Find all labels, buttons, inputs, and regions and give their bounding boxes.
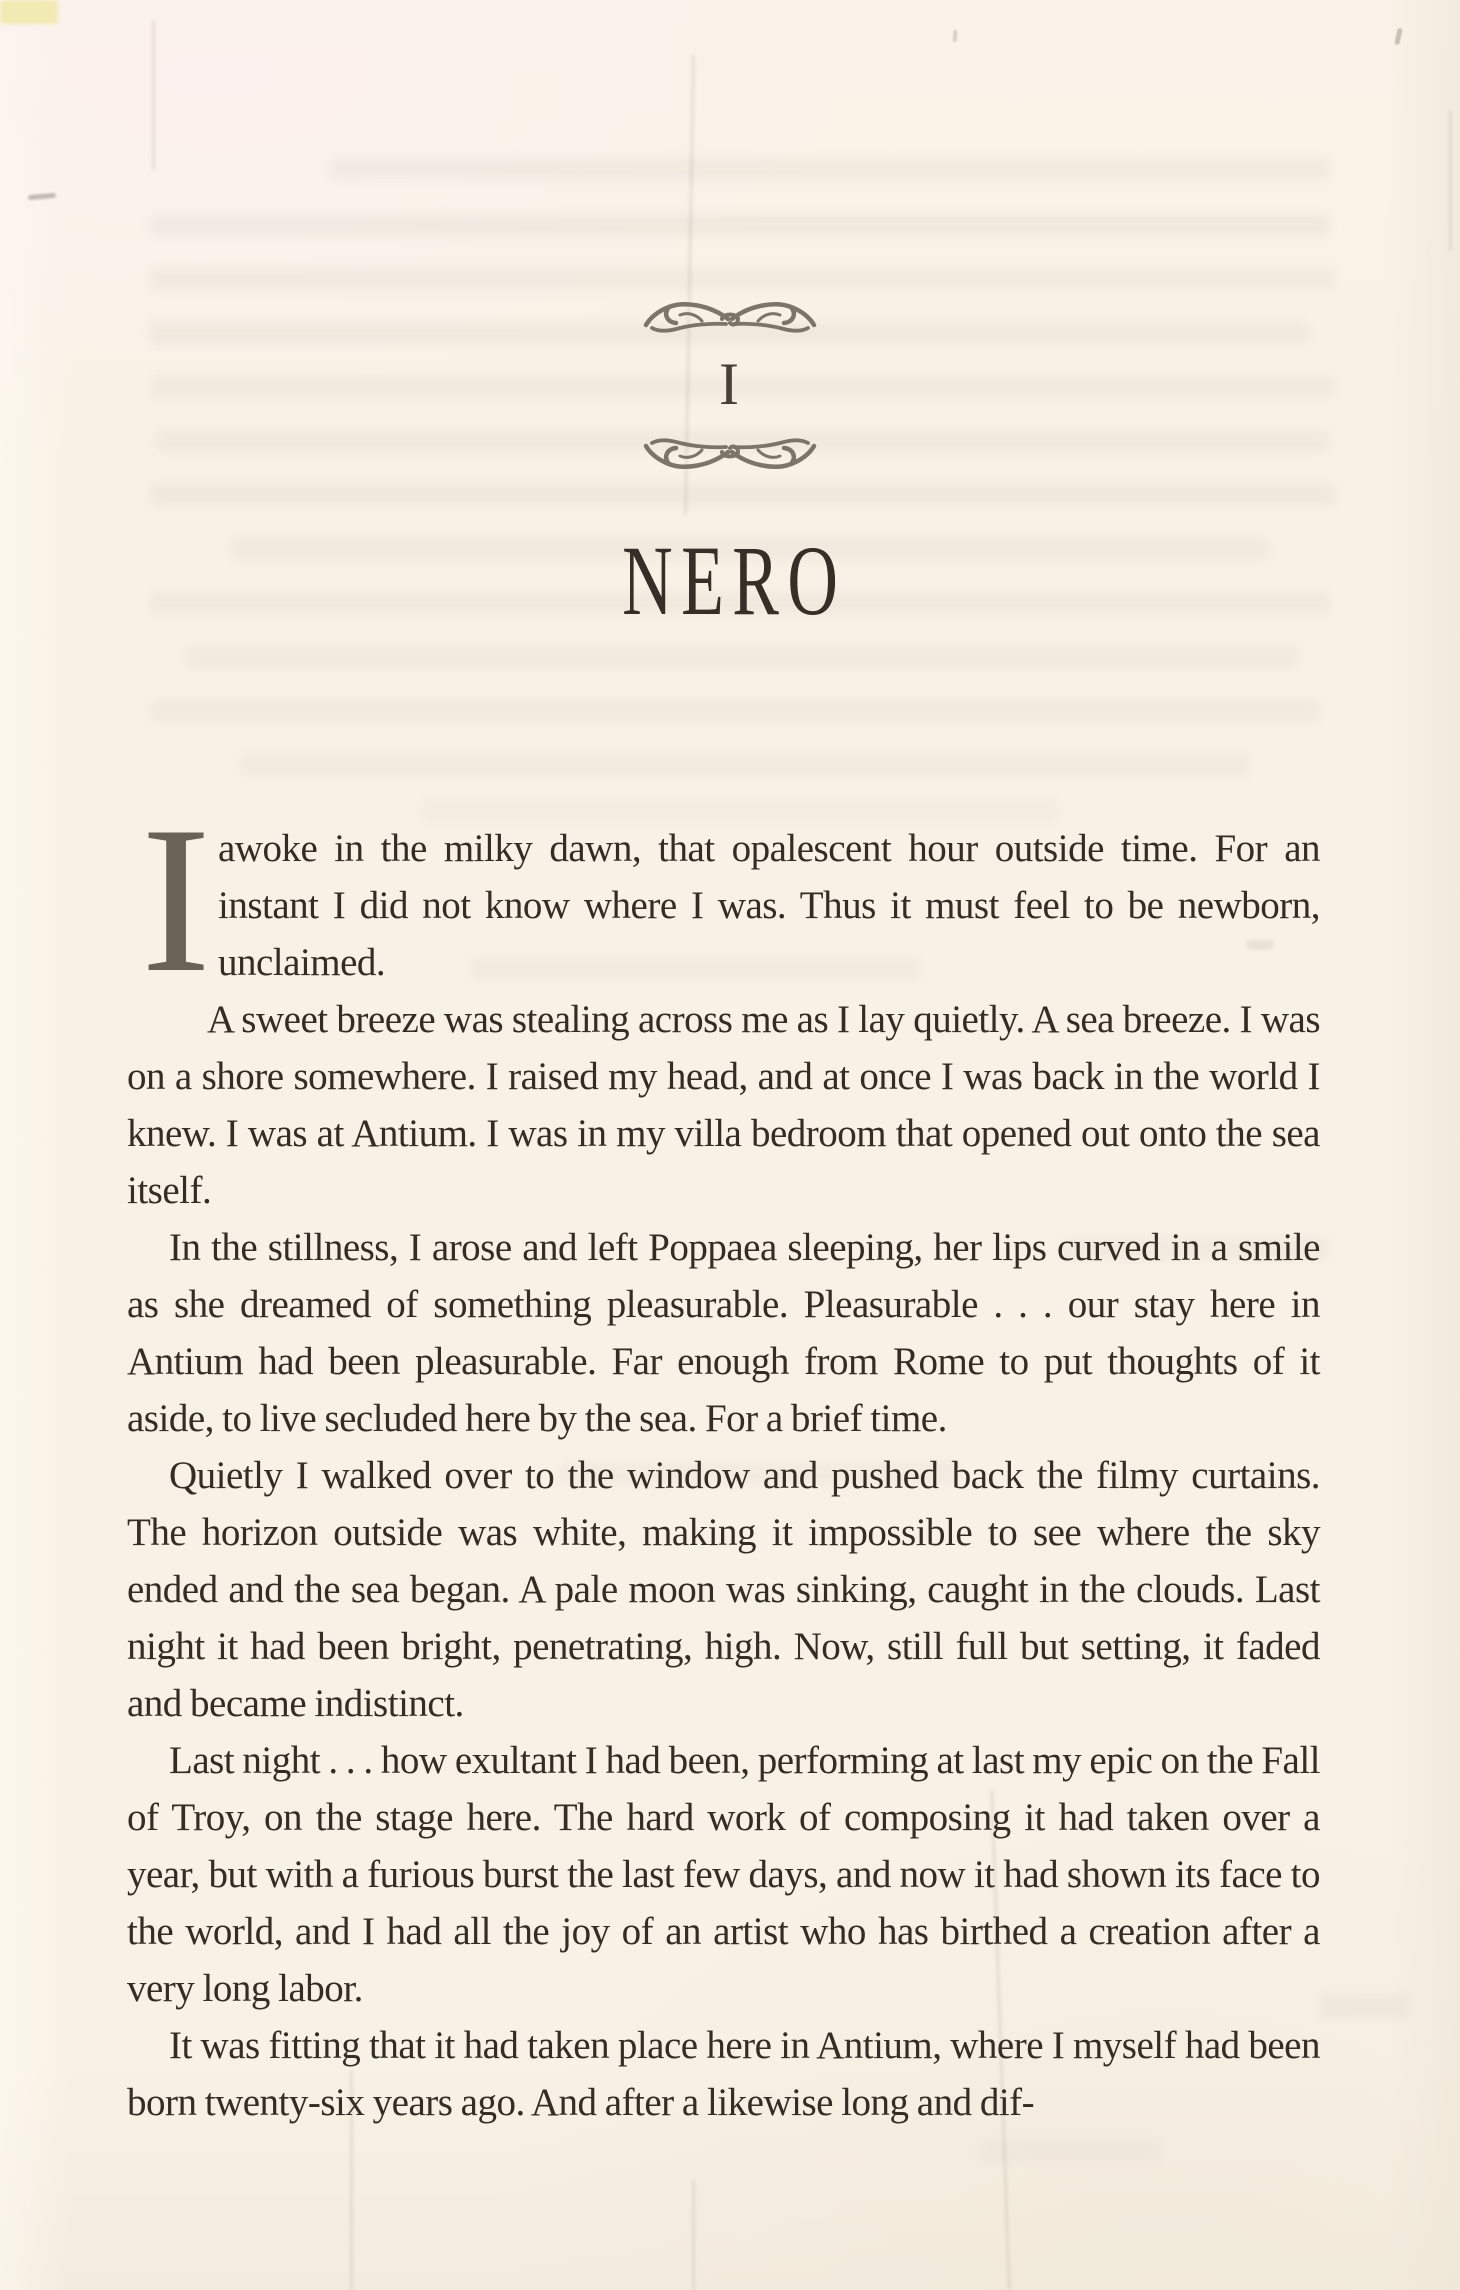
paper-speck (1394, 28, 1402, 46)
paragraph: In the stillness, I arose and left Poppaea sleeping, her lips curved in a smile as she dreamed of something pleasurable. Pleasurable . . . our stay here in Antium had been pleasurable. Far enough from Rome to put thoughts of it aside, to live secluded here by the sea. For a brief time. (127, 1226, 1320, 1440)
bleedthrough-line (150, 700, 1320, 722)
bleedthrough-line (980, 2140, 1160, 2162)
flourish-ornament-top-icon (640, 293, 820, 341)
bleedthrough-line (1320, 1995, 1410, 2017)
paper-speck (0, 0, 58, 24)
paragraph: A sweet breeze was stealing across me as I lay quietly. A sea breeze. I was on a shore somewhere. I raised my head, and at once I was back in the world I knew. I was at Antium. I was in my villa bedroom that opened out onto the sea itself. (127, 998, 1320, 1212)
chapter-number: I (719, 351, 741, 417)
paragraph-text: awoke in the milky dawn, that opalescent hour outside time. For an instant I did not know where I was. Thus it must feel to be newborn, unclaimed. (218, 827, 1320, 984)
paper-crease (692, 2180, 695, 2290)
bleedthrough-line (330, 158, 1330, 180)
chapter-title: NERO (622, 525, 847, 636)
paragraph: Last night . . . how exultant I had been, performing at last my epic on the Fall of Troy, on the stage here. The hard work of composing it had taken over a year, but with a furious burst the last few days, and now it had shown its face to the world, and I had all the joy of an artist who has birthed a creation after a very long labor. (127, 1739, 1320, 2010)
paper-speck (953, 30, 958, 42)
bleedthrough-line (420, 800, 1060, 822)
paragraph: It was fitting that it had taken place here in Antium, where I myself had been born twenty-six years ago. And after a likewise long and dif- (127, 2024, 1320, 2124)
body-text (127, 784, 1320, 2131)
bleedthrough-line (150, 484, 1335, 506)
paragraph: Quietly I walked over to the window and pushed back the filmy curtains. The horizon outside was white, making it impossible to see where the sky ended and the sea began. A pale moon was sinking, caught in the clouds. Last night it had been bright, penetrating, high. Now, still full but setting, it faded and became indistinct. (127, 1454, 1320, 1725)
bleedthrough-line (185, 646, 1300, 668)
paper-crease (152, 20, 155, 170)
bleedthrough-line (240, 754, 1250, 776)
paper-speck (28, 193, 56, 200)
paragraph (127, 784, 1320, 1016)
drop-cap: I (141, 784, 211, 1016)
paper-crease (1449, 110, 1452, 250)
flourish-ornament-bottom-icon (640, 430, 820, 478)
bleedthrough-line (150, 214, 1330, 236)
bleedthrough-line (150, 268, 1335, 290)
